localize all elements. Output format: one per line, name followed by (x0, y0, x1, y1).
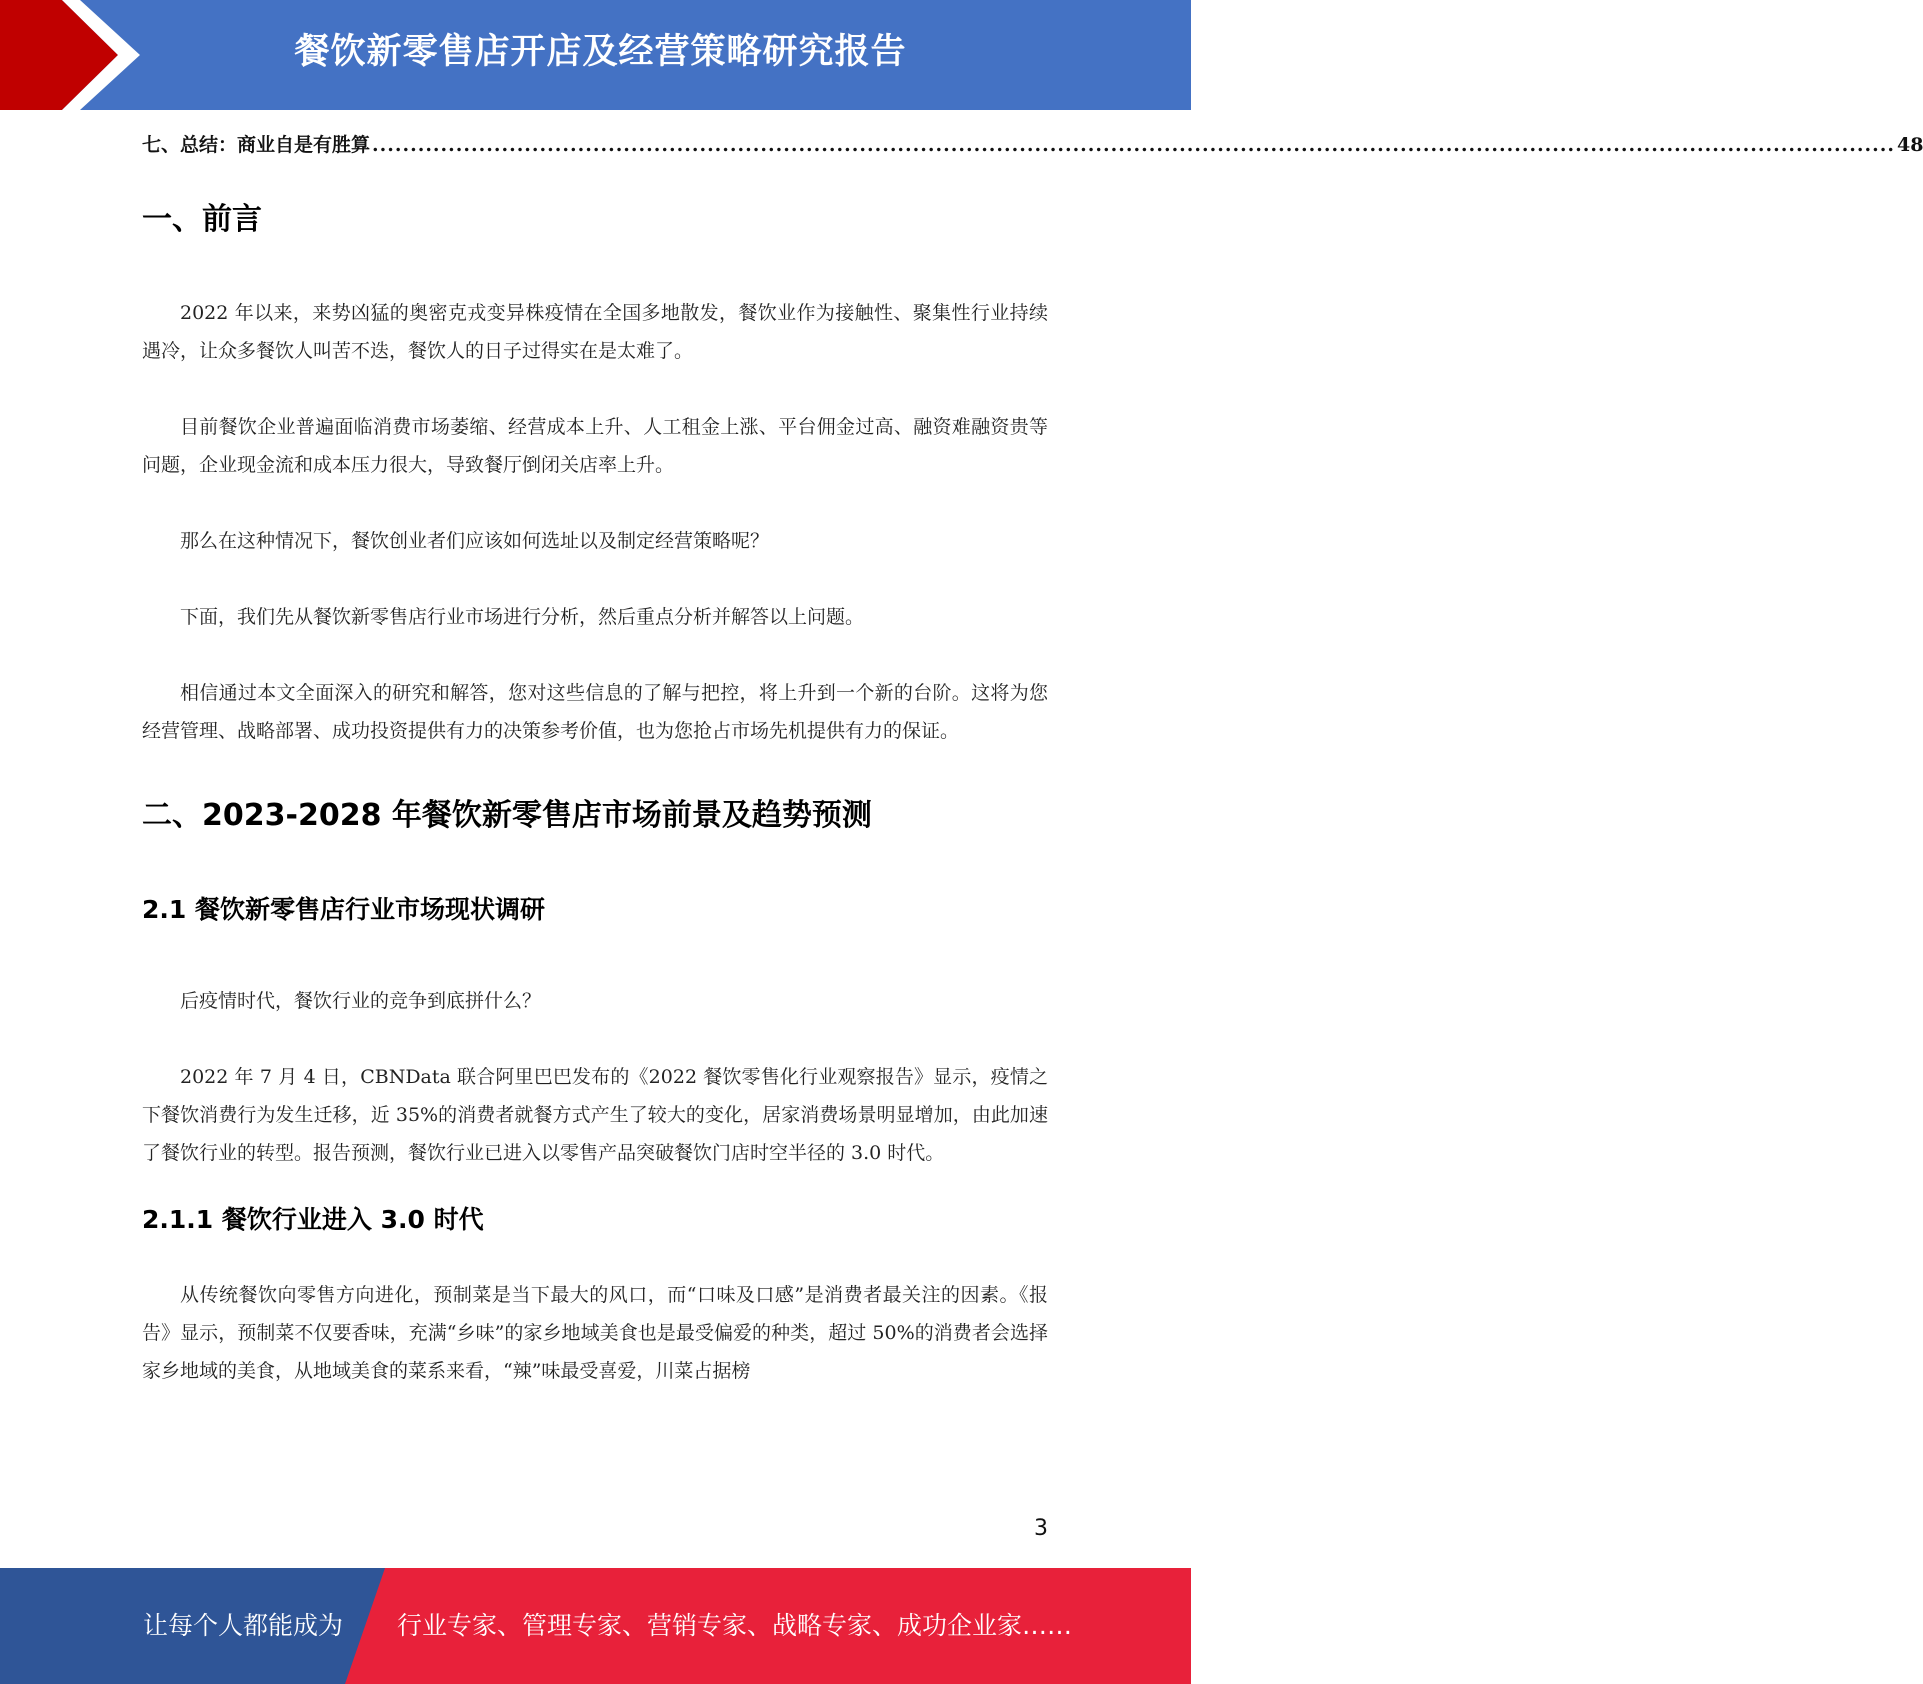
subsection-heading-era-3-0: 2.1.1 餐饮行业进入 3.0 时代 (142, 1205, 484, 1234)
subsection-heading-market-status: 2.1 餐饮新零售店行业市场现状调研 (142, 895, 545, 924)
paragraph: 相信通过本文全面深入的研究和解答，您对这些信息的了解与把控，将上升到一个新的台阶。这将为您经营管理、战略部署、成功投资提供有力的决策参考价值，也为您抢占市场先机提供有力的保证。 (142, 682, 1048, 742)
toc-leader-dots: ........................................................................................................................................................................................................ (372, 134, 1895, 156)
paragraph: 下面，我们先从餐饮新零售店行业市场进行分析，然后重点分析并解答以上问题。 (180, 606, 865, 628)
toc-entry[interactable] (142, 130, 1923, 160)
document-body (142, 110, 1923, 1390)
toc-entry-label: 七、总结：商业自是有胜算 (142, 134, 371, 156)
paragraph: 2022 年以来，来势凶猛的奥密克戎变异株疫情在全国多地散发，餐饮业作为接触性、聚集性行业持续遇冷，让众多餐饮人叫苦不迭，餐饮人的日子过得实在是太难了。 (142, 302, 1048, 362)
footer-slogan-right: 行业专家、管理专家、营销专家、战略专家、成功企业家…… (397, 1611, 1073, 1640)
section-heading-market-outlook: 二、2023-2028 年餐饮新零售店市场前景及趋势预测 (142, 798, 872, 833)
paragraph: 后疫情时代，餐饮行业的竞争到底拼什么？ (180, 990, 542, 1012)
toc-entry-page: 48 (1896, 134, 1923, 156)
footer-slogan-left: 让每个人都能成为 (143, 1611, 344, 1640)
header-banner (0, 0, 1191, 110)
footer-banner (0, 1568, 1191, 1684)
paragraph: 目前餐饮企业普遍面临消费市场萎缩、经营成本上升、人工租金上涨、平台佣金过高、融资难融资贵等问题，企业现金流和成本压力很大，导致餐厅倒闭关店率上升。 (142, 416, 1048, 476)
section-heading-preface: 一、前言 (142, 202, 262, 237)
paragraph: 从传统餐饮向零售方向进化，预制菜是当下最大的风口，而“口味及口感”是消费者最关注的因素。《报告》显示，预制菜不仅要香味，充满“乡味”的家乡地域美食也是最受偏爱的种类，超过 50%的消费者会选择家乡地域的美食，从地域美食的菜系来看，“辣”味最受喜爱，川菜占据榜 (142, 1284, 1048, 1382)
document-title: 餐饮新零售店开店及经营策略研究报告 (294, 32, 907, 72)
paragraph: 那么在这种情况下，餐饮创业者们应该如何选址以及制定经营策略呢？ (180, 530, 770, 552)
paragraph: 2022 年 7 月 4 日，CBNData 联合阿里巴巴发布的《2022 餐饮零售化行业观察报告》显示，疫情之下餐饮消费行为发生迁移，近 35%的消费者就餐方式产生了较大的变化，居家消费场景明显增加，由此加速了餐饮行业的转型。报告预测，餐饮行业已进入以零售产品突破餐饮门店时空半径的 3.0 时代。 (142, 1066, 1048, 1164)
page-number: 3 (1034, 1516, 1048, 1541)
